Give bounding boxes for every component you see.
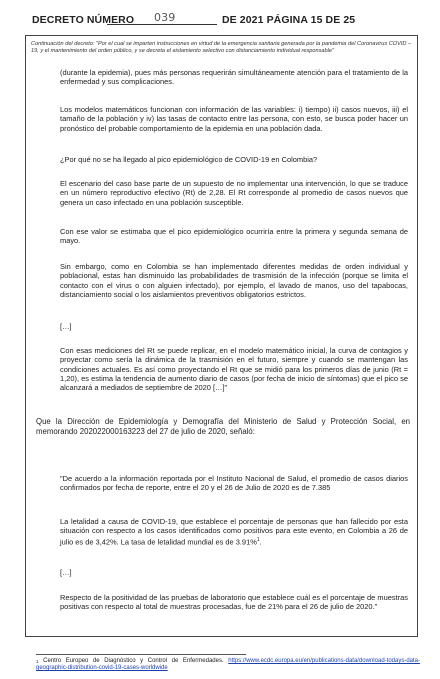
footnote-reference: 1 <box>256 536 260 543</box>
footnote-divider <box>36 654 246 655</box>
footnote <box>36 658 420 672</box>
decree-header <box>32 12 420 30</box>
paragraph: Los modelos matemáticos funcionan con información de las variables: i) tiempo) ii) casos nuevos, iii) el tamaño de la población y iv) las tasas de contacto entre las persona, con esto, se busca poder hacer un pronóstico del probable comportamiento de la epidemia en una población dada. <box>60 105 408 133</box>
paragraph-ellipsis: […] <box>60 568 72 577</box>
continuation-note: Continuación del decreto: "Por el cual se imparten instrucciones en virtud de la emergencia sanitaria generada por la pandemia del Coronavirus COVID – 19, y el mantenimiento del orden público, y se decreta el aislamiento selectivo con distanciamiento individual responsable" <box>31 41 412 54</box>
paragraph: Con esas mediciones del Rt se puede replicar, en el modelo matemático inicial, la curva de contagios y proyectar como sería la dinámica de la trasmisión en el futuro, siempre y cuando se mantengan las condiciones actuales. Es así como proyectando el Rt que se midió para los primeros días de junio (Rt = 1,20), es estima la tendencia de aumento diario de casos (por fecha de inicio de síntomas) que el pico se alcanzará a mediados de septiembre de 2020 […]" <box>60 346 408 393</box>
paragraph-text: La letalidad a causa de COVID-19, que establece el porcentaje de personas que han fallecido por esta situación con respecto a los casos identificados como positivos para este evento, en Colombia a 26 de julio es de 3,42%. La tasa de letalidad mundial es de 3.91% <box>60 517 408 547</box>
footnote-mark: 1 <box>36 659 39 664</box>
paragraph: El escenario del caso base parte de un supuesto de no implementar una intervención, lo que se traduce en un número reproductivo efectivo (Rt) de 2,28. El Rt corresponde al promedio de casos nuevos que genera un caso infectado en una población susceptible. <box>60 179 408 207</box>
paragraph: Respecto de la positividad de las pruebas de laboratorio que establece cuál es el porcentaje de muestras positivas con respecto al total de muestras procesadas, fue de 21% para el 26 de julio de 2020." <box>60 593 408 612</box>
footnote-text: Centro Europeo de Diagnóstico y Control de Enfermedades. <box>43 658 224 664</box>
decree-number: 039 <box>154 11 176 24</box>
paragraph: La letalidad a causa de COVID-19, que establece el porcentaje de personas que han fallecido por esta situación con respecto a los casos identificados como positivos para este evento, en Colombia a 26 de julio es de 3,42%. La tasa de letalidad mundial es de 3.91%$^1$. <box>60 517 408 547</box>
paragraph: Con ese valor se estimaba que el pico epidemiológico ocurriría entre la primera y segunda semana de mayo. <box>60 227 408 246</box>
footnote-link[interactable]: https://www.ecdc.europa.eu/en/publications-data/download-todays-data-geographic-distribution-covid-19-cases-worldwide <box>36 658 421 671</box>
paragraph: (durante la epidemia), pues más personas requerirán simultáneamente atención para el tratamiento de la enfermedad y sus complicaciones. <box>60 68 408 87</box>
decree-number-label: DECRETO NÚMERO <box>32 14 135 26</box>
page-indicator: DE 2021 PÁGINA 15 DE 25 <box>222 14 356 26</box>
paragraph-question: ¿Por qué no se ha llegado al pico epidemiológico de COVID-19 en Colombia? <box>60 155 318 164</box>
paragraph: Sin embargo, como en Colombia se han implementado diferentes medidas de orden individual y poblacional, estas han disminuido las probabilidades de trasmisión de la infección (porque se limita el contacto con el virus o con alguien infectado), por ejemplo, el lavado de manos, uso del tapabocas, distanciamiento social o los aislamientos preventivos obligatorios estrictos. <box>60 262 408 299</box>
paragraph-main: Que la Dirección de Epidemiología y Demografía del Ministerio de Salud y Protección Social, en memorando 202022000163223 del 27 de julio de 2020, señaló: <box>36 417 410 436</box>
decree-number-line <box>107 24 217 25</box>
paragraph-ellipsis: […] <box>60 322 72 331</box>
paragraph: "De acuerdo a la información reportada por el Instituto Nacional de Salud, el promedio de casos diarios confirmados por fecha de reporte, entre el 20 y el 26 de Julio de 2020 es de 7.385 <box>60 474 408 493</box>
